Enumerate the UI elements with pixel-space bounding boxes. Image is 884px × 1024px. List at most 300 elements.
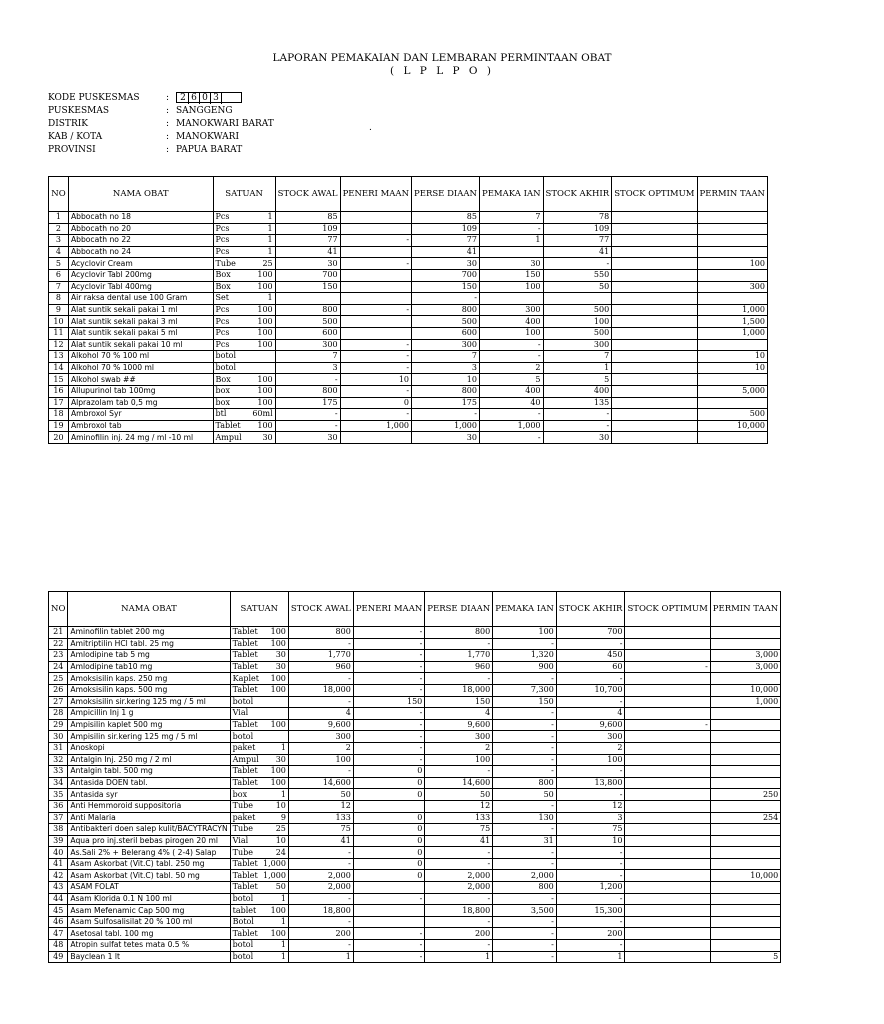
- pemakaian: [479, 246, 543, 258]
- unit-qty: [261, 731, 288, 743]
- stock-akhir: 109: [543, 223, 612, 235]
- row-no: 40: [49, 847, 68, 859]
- unit-qty: 1: [247, 293, 275, 305]
- permintaan: [710, 638, 780, 650]
- persediaan: -: [425, 916, 493, 928]
- unit-qty: 25: [247, 258, 275, 270]
- col-header-persediaan: PERSE DIAAN: [425, 592, 493, 627]
- table-row: [49, 812, 781, 824]
- stock-akhir: 2: [556, 742, 625, 754]
- persediaan: 30: [412, 258, 480, 270]
- table-row: [49, 293, 768, 305]
- row-no: 5: [49, 258, 69, 270]
- drug-name: Aminofilin inj. 24 mg / ml -10 ml: [68, 432, 213, 444]
- persediaan: 1: [425, 951, 493, 963]
- permintaan: [697, 246, 767, 258]
- permintaan: [710, 940, 780, 952]
- unit: Tablet: [230, 684, 261, 696]
- unit: Pcs: [213, 235, 247, 247]
- unit: Tablet: [230, 882, 261, 894]
- unit: Tablet: [230, 627, 261, 639]
- drug-name: Abbocath no 22: [68, 235, 213, 247]
- col-header-nama: NAMA OBAT: [68, 592, 230, 627]
- persediaan: -: [425, 766, 493, 778]
- stock-optimum: [625, 905, 710, 917]
- unit-qty: 100: [247, 327, 275, 339]
- table-row: [49, 893, 781, 905]
- pemakaian: 150: [493, 696, 557, 708]
- stock-akhir: 15,300: [556, 905, 625, 917]
- stock-optimum: [625, 673, 710, 685]
- penerimaan: -: [353, 627, 424, 639]
- permintaan: [710, 824, 780, 836]
- stock-optimum: [612, 293, 697, 305]
- row-no: 28: [49, 708, 68, 720]
- table-row: [49, 940, 781, 952]
- stock-awal: 85: [275, 212, 340, 224]
- kode-puskesmas-box: [176, 92, 242, 103]
- col-header-satuan: SATUAN: [230, 592, 288, 627]
- permintaan: [710, 847, 780, 859]
- table-row: [49, 627, 781, 639]
- unit-qty: 1: [261, 789, 288, 801]
- stock-awal: -: [288, 940, 353, 952]
- row-no: 2: [49, 223, 69, 235]
- table-row: [49, 235, 768, 247]
- row-no: 35: [49, 789, 68, 801]
- persediaan: 500: [412, 316, 480, 328]
- row-no: 31: [49, 742, 68, 754]
- drug-name: Amoksisilin sir.kering 125 mg / 5 ml: [68, 696, 230, 708]
- unit: Tablet: [230, 928, 261, 940]
- report-title: LAPORAN PEMAKAIAN DAN LEMBARAN PERMINTAAN OBAT: [272, 52, 612, 64]
- puskesmas-info: [48, 92, 274, 157]
- drug-name: Asam Askorbat (Vit.C) tabl. 50 mg: [68, 870, 230, 882]
- stock-akhir: -: [556, 858, 625, 870]
- persediaan: 14,600: [425, 777, 493, 789]
- persediaan: 12: [425, 800, 493, 812]
- penerimaan: 0: [353, 835, 424, 847]
- persediaan: 150: [412, 281, 480, 293]
- stock-optimum: -: [625, 661, 710, 673]
- row-no: 37: [49, 812, 68, 824]
- table-row: [49, 789, 781, 801]
- row-no: 6: [49, 269, 69, 281]
- penerimaan: 0: [353, 777, 424, 789]
- drug-name: Atropin sulfat tetes mata 0.5 %: [68, 940, 230, 952]
- stock-awal: -: [288, 847, 353, 859]
- unit: box: [213, 397, 247, 409]
- drug-name: Antalgin tabl. 500 mg: [68, 766, 230, 778]
- unit: Tablet: [230, 870, 261, 882]
- unit-qty: 100: [247, 304, 275, 316]
- unit: Tube: [213, 258, 247, 270]
- table-row: [49, 708, 781, 720]
- stock-awal: -: [288, 673, 353, 685]
- stock-awal: 18,000: [288, 684, 353, 696]
- drug-name: Alat suntik sekali pakai 5 ml: [68, 327, 213, 339]
- permintaan: [697, 235, 767, 247]
- penerimaan: -: [353, 708, 424, 720]
- pemakaian: -: [493, 638, 557, 650]
- stock-awal: 7: [275, 351, 340, 363]
- drug-name: Abbocath no 20: [68, 223, 213, 235]
- stock-awal: 50: [288, 789, 353, 801]
- unit-qty: 100: [247, 339, 275, 351]
- unit: Ampul: [213, 432, 247, 444]
- penerimaan: [340, 293, 411, 305]
- unit-qty: 100: [261, 638, 288, 650]
- drug-name: Amlodipine tab 5 mg: [68, 650, 230, 662]
- unit: botol: [213, 351, 247, 363]
- unit: Tube: [230, 847, 261, 859]
- unit: botol: [230, 940, 261, 952]
- table-row: [49, 696, 781, 708]
- pemakaian: -: [479, 223, 543, 235]
- permintaan: [710, 708, 780, 720]
- drug-name: Acyclovir Tabl 200mg: [68, 269, 213, 281]
- penerimaan: -: [353, 638, 424, 650]
- row-no: 24: [49, 661, 68, 673]
- penerimaan: [353, 905, 424, 917]
- table-row: [49, 661, 781, 673]
- stock-optimum: [625, 847, 710, 859]
- drug-name: Amoksisilin kaps. 500 mg: [68, 684, 230, 696]
- stock-awal: 1,770: [288, 650, 353, 662]
- table-row: [49, 742, 781, 754]
- stock-optimum: [612, 409, 697, 421]
- drug-name: Air raksa dental use 100 Gram: [68, 293, 213, 305]
- permintaan: 100: [697, 258, 767, 270]
- info-row: [48, 118, 274, 131]
- pemakaian: -: [493, 951, 557, 963]
- permintaan: [697, 339, 767, 351]
- stock-akhir: 60: [556, 661, 625, 673]
- permintaan: [710, 719, 780, 731]
- stock-akhir: 10,700: [556, 684, 625, 696]
- unit-qty: 25: [261, 824, 288, 836]
- info-value: MANOKWARI BARAT: [176, 119, 274, 129]
- pemakaian: -: [493, 893, 557, 905]
- unit: Tablet: [213, 420, 247, 432]
- row-no: 14: [49, 362, 69, 374]
- info-row: [48, 105, 274, 118]
- permintaan: [710, 731, 780, 743]
- table-row: [49, 766, 781, 778]
- stock-akhir: 135: [543, 397, 612, 409]
- table-row: [49, 916, 781, 928]
- stock-optimum: [625, 684, 710, 696]
- table-row: [49, 905, 781, 917]
- stock-optimum: [625, 800, 710, 812]
- drug-name: ASAM FOLAT: [68, 882, 230, 894]
- stock-awal: 41: [288, 835, 353, 847]
- penerimaan: -: [353, 684, 424, 696]
- drug-name: Alkohol 70 % 100 ml: [68, 351, 213, 363]
- stock-awal: 75: [288, 824, 353, 836]
- row-no: 11: [49, 327, 69, 339]
- persediaan: 200: [425, 928, 493, 940]
- permintaan: [710, 627, 780, 639]
- unit-qty: 100: [261, 905, 288, 917]
- penerimaan: -: [340, 258, 411, 270]
- info-label: DISTRIK: [48, 119, 88, 129]
- kode-digit: 3: [211, 93, 222, 104]
- row-no: 43: [49, 882, 68, 894]
- stock-akhir: 500: [543, 327, 612, 339]
- pemakaian: 30: [479, 258, 543, 270]
- stock-optimum: [625, 627, 710, 639]
- unit: botol: [230, 696, 261, 708]
- unit-qty: 100: [247, 397, 275, 409]
- pemakaian: 800: [493, 882, 557, 894]
- stock-awal: 18,800: [288, 905, 353, 917]
- drug-name: Antasida DOEN tabl.: [68, 777, 230, 789]
- table-row: [49, 339, 768, 351]
- row-no: 4: [49, 246, 69, 258]
- report-subtitle: ( L P L P O ): [390, 65, 494, 77]
- drug-name: Ambroxol Syr: [68, 409, 213, 421]
- unit: Tablet: [230, 777, 261, 789]
- penerimaan: 0: [353, 858, 424, 870]
- unit: botol: [230, 893, 261, 905]
- drug-name: Alat suntik sekali pakai 1 ml: [68, 304, 213, 316]
- stock-akhir: 450: [556, 650, 625, 662]
- col-header-permintaan: PERMIN TAAN: [710, 592, 780, 627]
- stock-optimum: [612, 374, 697, 386]
- penerimaan: [340, 316, 411, 328]
- unit-qty: 100: [261, 777, 288, 789]
- unit-qty: 30: [261, 754, 288, 766]
- info-row: [48, 131, 274, 144]
- permintaan: 1,000: [697, 327, 767, 339]
- table-row: [49, 754, 781, 766]
- stock-awal: 2,000: [288, 870, 353, 882]
- pemakaian: 100: [493, 627, 557, 639]
- persediaan: -: [425, 940, 493, 952]
- unit-qty: 100: [247, 385, 275, 397]
- stock-akhir: 5: [543, 374, 612, 386]
- table-row: [49, 362, 768, 374]
- stock-akhir: -: [556, 916, 625, 928]
- row-no: 38: [49, 824, 68, 836]
- unit: Pcs: [213, 339, 247, 351]
- pemakaian: 400: [479, 316, 543, 328]
- stock-awal: 2,000: [288, 882, 353, 894]
- unit: Pcs: [213, 246, 247, 258]
- penerimaan: -: [353, 940, 424, 952]
- info-label: KAB / KOTA: [48, 132, 103, 142]
- stock-optimum: [625, 916, 710, 928]
- persediaan: 1,770: [425, 650, 493, 662]
- unit-qty: 1: [261, 742, 288, 754]
- permintaan: [697, 212, 767, 224]
- drug-name: Aminofilin tablet 200 mg: [68, 627, 230, 639]
- stock-akhir: -: [543, 420, 612, 432]
- stock-akhir: 550: [543, 269, 612, 281]
- penerimaan: [340, 327, 411, 339]
- stock-akhir: 12: [556, 800, 625, 812]
- col-header-stock-akhir: STOCK AKHIR: [556, 592, 625, 627]
- drug-name: Asam Mefenamic Cap 500 mg: [68, 905, 230, 917]
- persediaan: 300: [412, 339, 480, 351]
- stock-optimum: [612, 432, 697, 444]
- drug-name: Asetosal tabl. 100 mg: [68, 928, 230, 940]
- col-header-penerimaan: PENERI MAAN: [353, 592, 424, 627]
- permintaan: 250: [710, 789, 780, 801]
- persediaan: 2,000: [425, 882, 493, 894]
- penerimaan: 0: [353, 824, 424, 836]
- permintaan: [710, 777, 780, 789]
- pemakaian: -: [493, 754, 557, 766]
- penerimaan: 0: [353, 789, 424, 801]
- stock-akhir: -: [543, 409, 612, 421]
- stock-awal: [275, 293, 340, 305]
- stock-akhir: [543, 293, 612, 305]
- drug-name: Antibakteri doen salep kulit/BACYTRACYN: [68, 824, 230, 836]
- permintaan: 3,000: [710, 661, 780, 673]
- stock-awal: 30: [275, 432, 340, 444]
- unit: Tablet: [230, 661, 261, 673]
- stock-awal: 175: [275, 397, 340, 409]
- col-header-permintaan: PERMIN TAAN: [697, 177, 767, 212]
- col-header-satuan: SATUAN: [213, 177, 275, 212]
- pemakaian: 100: [479, 327, 543, 339]
- unit-qty: [247, 351, 275, 363]
- unit: Tablet: [230, 766, 261, 778]
- persediaan: 800: [412, 304, 480, 316]
- pemakaian: -: [479, 339, 543, 351]
- persediaan: 75: [425, 824, 493, 836]
- unit-qty: 1: [247, 246, 275, 258]
- stock-awal: 700: [275, 269, 340, 281]
- stock-optimum: [612, 316, 697, 328]
- stock-awal: 300: [288, 731, 353, 743]
- pemakaian: -: [493, 928, 557, 940]
- table-row: [49, 304, 768, 316]
- table-row: [49, 374, 768, 386]
- table-row: [49, 327, 768, 339]
- stock-optimum: [625, 893, 710, 905]
- stock-akhir: 77: [543, 235, 612, 247]
- table-row: [49, 777, 781, 789]
- pemakaian: -: [493, 847, 557, 859]
- col-header-stock-optimum: STOCK OPTIMUM: [625, 592, 710, 627]
- info-label: KODE PUSKESMAS: [48, 93, 140, 103]
- row-no: 20: [49, 432, 69, 444]
- col-header-stock-awal: STOCK AWAL: [288, 592, 353, 627]
- persediaan: 960: [425, 661, 493, 673]
- penerimaan: -: [353, 650, 424, 662]
- table-row: [49, 638, 781, 650]
- persediaan: 175: [412, 397, 480, 409]
- row-no: 16: [49, 385, 69, 397]
- row-no: 17: [49, 397, 69, 409]
- stock-awal: 1: [288, 951, 353, 963]
- penerimaan: 0: [353, 812, 424, 824]
- stock-awal: 3: [275, 362, 340, 374]
- persediaan: -: [425, 847, 493, 859]
- unit-qty: 30: [247, 432, 275, 444]
- pemakaian: 31: [493, 835, 557, 847]
- pemakaian: 800: [493, 777, 557, 789]
- stock-akhir: 500: [543, 304, 612, 316]
- row-no: 15: [49, 374, 69, 386]
- info-colon: :: [166, 119, 170, 129]
- pemakaian: 300: [479, 304, 543, 316]
- row-no: 18: [49, 409, 69, 421]
- persediaan: -: [425, 858, 493, 870]
- unit: Ampul: [230, 754, 261, 766]
- info-colon: :: [166, 93, 170, 103]
- table-row: [49, 432, 768, 444]
- permintaan: [697, 293, 767, 305]
- penerimaan: -: [353, 661, 424, 673]
- row-no: 26: [49, 684, 68, 696]
- stock-optimum: [625, 696, 710, 708]
- drug-name: Ampisilin sir.kering 125 mg / 5 ml: [68, 731, 230, 743]
- stock-optimum: [625, 812, 710, 824]
- stock-akhir: 1,200: [556, 882, 625, 894]
- unit-qty: [261, 696, 288, 708]
- stock-optimum: [612, 212, 697, 224]
- stock-optimum: [612, 246, 697, 258]
- pemakaian: 3,500: [493, 905, 557, 917]
- drug-name: Anti Hemmoroid suppositoria: [68, 800, 230, 812]
- stock-optimum: [612, 351, 697, 363]
- row-no: 23: [49, 650, 68, 662]
- stock-akhir: -: [556, 940, 625, 952]
- stock-awal: 41: [275, 246, 340, 258]
- persediaan: 85: [412, 212, 480, 224]
- stock-awal: 4: [288, 708, 353, 720]
- permintaan: [710, 916, 780, 928]
- penerimaan: 0: [353, 766, 424, 778]
- stock-akhir: 200: [556, 928, 625, 940]
- kode-digit: 2: [178, 93, 189, 104]
- pemakaian: 2,000: [493, 870, 557, 882]
- pemakaian: 2: [479, 362, 543, 374]
- unit-qty: 1: [261, 893, 288, 905]
- unit: Pcs: [213, 223, 247, 235]
- persediaan: 10: [412, 374, 480, 386]
- stock-awal: 150: [275, 281, 340, 293]
- drug-name: Antasida syr: [68, 789, 230, 801]
- unit: btl: [213, 409, 247, 421]
- row-no: 48: [49, 940, 68, 952]
- unit: Box: [213, 281, 247, 293]
- permintaan: 1,000: [710, 696, 780, 708]
- unit-qty: 30: [261, 661, 288, 673]
- drug-name: Ampisilin kaplet 500 mg: [68, 719, 230, 731]
- pemakaian: 1,000: [479, 420, 543, 432]
- row-no: 25: [49, 673, 68, 685]
- table-row: [49, 835, 781, 847]
- penerimaan: -: [340, 339, 411, 351]
- table-row: [49, 650, 781, 662]
- table-row: [49, 409, 768, 421]
- permintaan: 10: [697, 351, 767, 363]
- pemakaian: -: [493, 673, 557, 685]
- penerimaan: -: [353, 754, 424, 766]
- stock-optimum: [625, 731, 710, 743]
- unit: Kaplet: [230, 673, 261, 685]
- drug-name: Alprazolam tab 0,5 mg: [68, 397, 213, 409]
- unit-qty: 30: [261, 650, 288, 662]
- stock-awal: -: [288, 858, 353, 870]
- permintaan: [697, 432, 767, 444]
- pemakaian: -: [493, 916, 557, 928]
